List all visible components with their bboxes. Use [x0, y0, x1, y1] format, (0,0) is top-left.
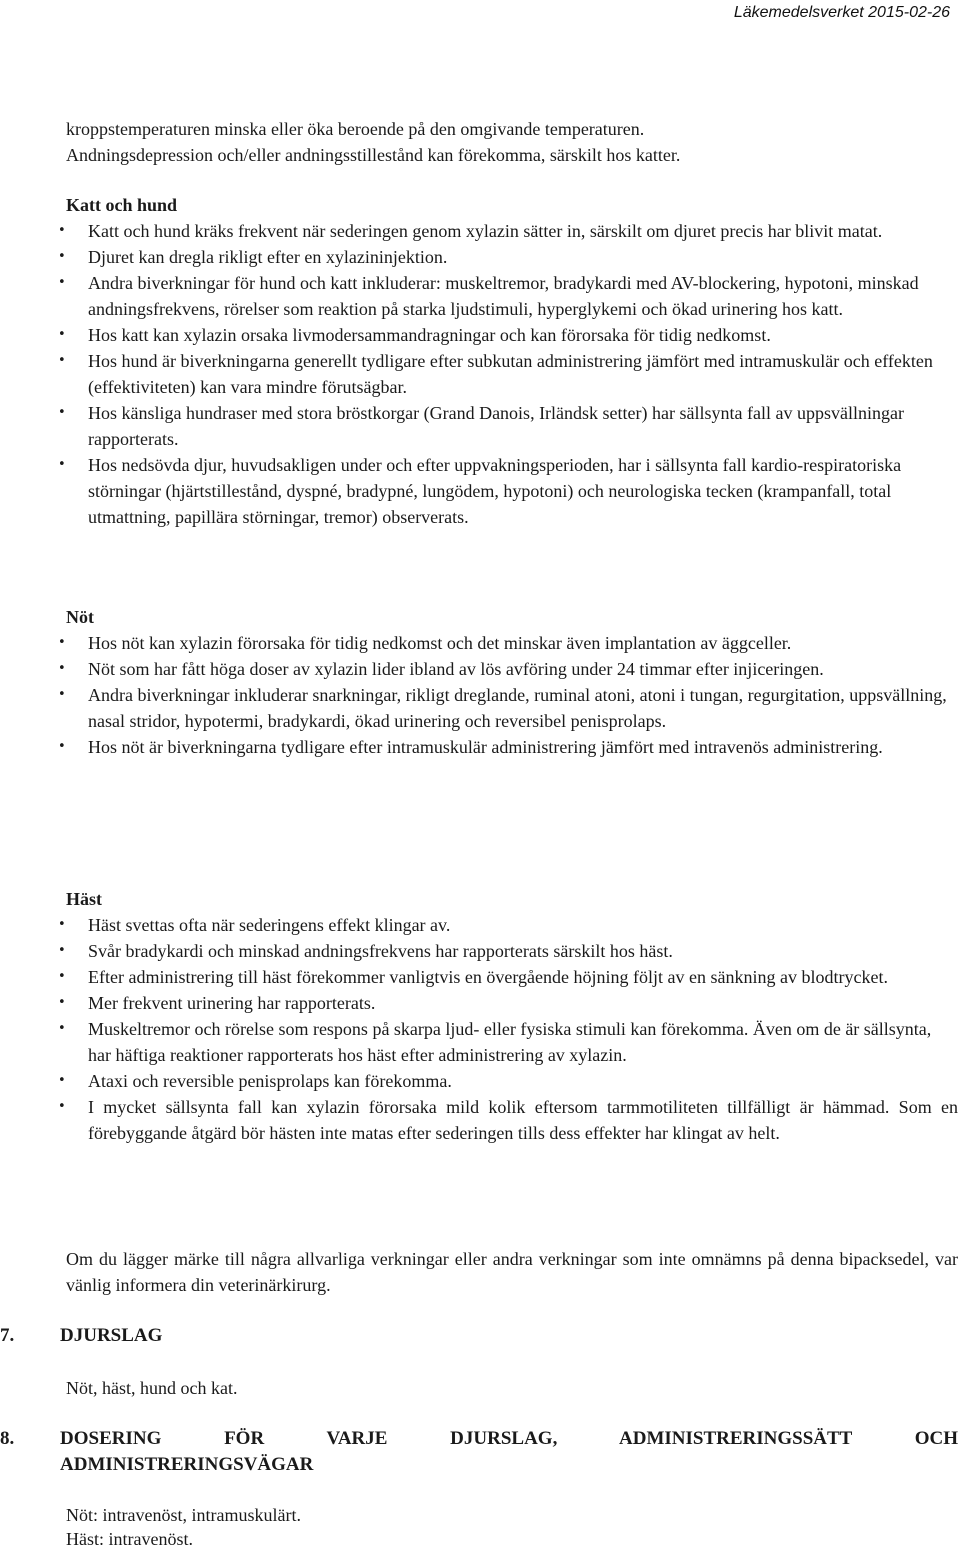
intro-line: kroppstemperaturen minska eller öka beroende på den omgivande temperaturen.	[66, 119, 645, 139]
list-item: • Hos nöt är biverkningarna tydligare efter intramuskulär administrering jämfört med intravenös administrering.	[66, 734, 958, 760]
list-item: • Mer frekvent urinering har rapporterats.	[66, 990, 958, 1016]
list-item: • Andra biverkningar för hund och katt inkluderar: muskeltremor, bradykardi med AV-blockering, hypotoni, minskad andningsfrekvens, rörelser som reaktion på starka ljudstimuli, hyperglykemi och ökad urinering hos katt.	[66, 270, 958, 322]
list-item: • Andra biverkningar inkluderar snarkningar, rikligt dreglande, ruminal atoni, atoni i tungan, regurgitation, uppsvällning, nasal stridor, hypotermi, bradykardi, ökad urinering och reversibel penisprolaps.	[66, 682, 958, 734]
section-title-line: DOSERING FÖR VARJE DJURSLAG, ADMINISTRERINGSSÄTT OCH	[60, 1428, 958, 1449]
section-number: 7.	[0, 1325, 15, 1346]
horse-list	[66, 912, 958, 1146]
document-header: Läkemedelsverket 2015-02-26	[733, 4, 950, 21]
section-8-heading	[0, 1426, 958, 1478]
section-title-line: ADMINISTRERINGSVÄGAR	[60, 1454, 314, 1475]
section-title: DJURSLAG	[60, 1325, 163, 1346]
list-item: • Hos känsliga hundraser med stora bröstkorgar (Grand Danois, Irländsk setter) har sällsynta fall av uppsvällningar rapporterats.	[66, 400, 958, 452]
intro-line: Andningsdepression och/eller andningsstillestånd kan förekomma, särskilt hos katter.	[66, 145, 681, 165]
intro-text	[66, 116, 958, 168]
list-item: • Hos nedsövda djur, huvudsakligen under och efter uppvakningsperioden, har i sällsynta fall kardio-respiratoriska störningar (hjärtstillestånd, dyspné, bradypné, lungödem, hypotoni) och neurologiska tecken (krampanfall, total utmattning, papillära störningar, tremor) observerats.	[66, 452, 958, 530]
section-heading-cat-dog: Katt och hund	[66, 195, 178, 215]
cat-dog-list	[66, 218, 958, 530]
section-heading-horse: Häst	[66, 889, 102, 909]
list-item: • Hos katt kan xylazin orsaka livmodersammandragningar och kan förorsaka för tidig nedkomst.	[66, 322, 958, 348]
list-item: • Katt och hund kräks frekvent när sederingen genom xylazin sätter in, särskilt om djuret precis har blivit matat.	[66, 218, 958, 244]
list-item: • Nöt som har fått höga doser av xylazin lider ibland av lös avföring under 24 timmar efter injiceringen.	[66, 656, 958, 682]
section-heading-cattle: Nöt	[66, 607, 94, 627]
list-item: • I mycket sällsynta fall kan xylazin förorsaka mild kolik eftersom tarmmotiliteten tillfälligt är hämmad. Som en förebyggande åtgärd bör hästen inte matas efter sederingen tills dess effekter har klingat av helt.	[66, 1094, 958, 1146]
list-item: • Svår bradykardi och minskad andningsfrekvens har rapporterats särskilt hos häst.	[66, 938, 958, 964]
section-8-text	[66, 1503, 958, 1551]
section-horse	[66, 886, 958, 1146]
section-cat-dog	[66, 192, 958, 530]
section-number: 8.	[0, 1428, 15, 1449]
list-item: • Efter administrering till häst förekommer vanligtvis en övergående höjning följt av en sänkning av blodtrycket.	[66, 964, 958, 990]
list-item: • Ataxi och reversible penisprolaps kan förekomma.	[66, 1068, 958, 1094]
list-item: • Häst svettas ofta när sederingens effekt klingar av.	[66, 912, 958, 938]
route-line: Häst: intravenöst.	[66, 1529, 193, 1549]
cattle-list	[66, 630, 958, 760]
list-item: • Hos hund är biverkningarna generellt tydligare efter subkutan administrering jämfört med intramuskulär och effekten (effektiviteten) kan vara mindre förutsägbar.	[66, 348, 958, 400]
route-line: Nöt: intravenöst, intramuskulärt.	[66, 1505, 301, 1525]
list-item: • Djuret kan dregla rikligt efter en xylazininjektion.	[66, 244, 958, 270]
list-item: • Muskeltremor och rörelse som respons på skarpa ljud- eller fysiska stimuli kan förekomma. Även om de är sällsynta, har häftiga reaktioner rapporterats hos häst efter administrering av xylazin.	[66, 1016, 958, 1068]
section-cattle	[66, 604, 958, 760]
list-item: • Hos nöt kan xylazin förorsaka för tidig nedkomst och det minskar även implantation av äggceller.	[66, 630, 958, 656]
section-7-text: Nöt, häst, hund och kat.	[66, 1378, 238, 1398]
section-7-heading	[0, 1323, 958, 1349]
report-note: Om du lägger märke till några allvarliga verkningar eller andra verkningar som inte omnämns på denna bipacksedel, var vänlig informera din veterinärkirurg.	[66, 1249, 958, 1295]
